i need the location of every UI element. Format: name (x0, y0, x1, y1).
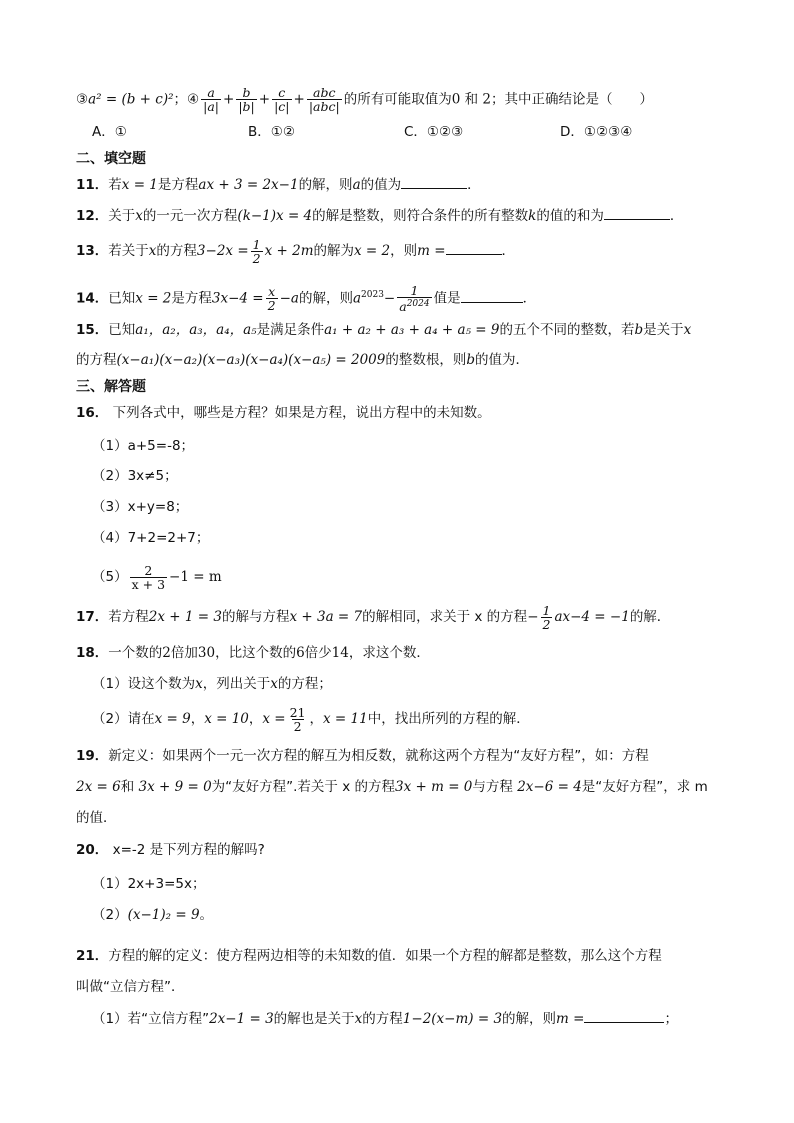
exponent: 2023 (361, 290, 384, 300)
plus: + (293, 91, 305, 108)
text: ，求这个数． (348, 645, 430, 661)
text: 已知 (108, 322, 136, 338)
text: 若关于 (108, 243, 149, 259)
q-number: 18． (76, 645, 109, 661)
option-a[interactable]: A．① (92, 124, 127, 140)
fraction-21-over-2 (288, 706, 308, 733)
text: 方程的解的定义：使方程两边相等的未知数的值．如果一个方程的解都是整数，那么这个方程 (108, 948, 662, 964)
text: ． (467, 177, 481, 193)
math: 3x + 9 = 0 (138, 779, 212, 795)
q-number: 11． (76, 177, 109, 193)
text: 的解相同，求关于 x 的方程 (362, 609, 528, 625)
math: b (634, 322, 644, 338)
text: 的整数根，则 (385, 352, 467, 368)
math: a₁ + a₂ + a₃ + a₄ + a₅ = 9 (324, 322, 500, 338)
text: 倍加 (170, 645, 198, 661)
math: −1 = m (169, 569, 222, 585)
question-21-line-2: 叫做“立信方程”． (76, 979, 185, 995)
math: −a (279, 290, 299, 307)
section-3-title: 三、解答题 (76, 379, 146, 395)
math: x = 1 (121, 177, 158, 193)
frac-den: 2 (252, 250, 261, 266)
label: （2） (92, 907, 128, 923)
text: 是关于 (643, 322, 684, 338)
text: 中，找出所列的方程的解． (367, 711, 530, 727)
frac-den: |b| (238, 99, 255, 114)
minus: − (527, 609, 539, 625)
text: （1）若“立信方程” (92, 1011, 210, 1027)
frac-den: |abc| (308, 99, 340, 114)
answer-blank[interactable] (461, 288, 523, 303)
plus: + (223, 91, 235, 108)
math: x + 2m (264, 243, 314, 259)
text: 的方程 (76, 352, 117, 368)
text: 的方程 (362, 1011, 403, 1027)
text: x=-2 是下列方程的解吗? (112, 842, 265, 858)
text: 的五个不同的整数，若 (499, 322, 635, 338)
answer-blank[interactable] (604, 205, 670, 220)
math: x (148, 243, 157, 259)
question-15-line-2 (76, 350, 529, 370)
text: （2）请在 (92, 711, 155, 727)
text: 是满足条件 (256, 322, 325, 338)
option-c[interactable]: C．①②③ (404, 124, 464, 140)
text: 的解与方程 (221, 609, 290, 625)
math: 2x−6 = 4 (517, 779, 582, 795)
math: x = 10 (204, 711, 249, 727)
math: ax−4 = −1 (554, 609, 630, 625)
question-20 (76, 840, 265, 860)
question-11 (76, 174, 481, 195)
fraction-abc (307, 86, 342, 113)
text: 的一元一次方程 (142, 208, 238, 224)
fraction-c (272, 86, 291, 113)
math: m = (556, 1011, 585, 1027)
question-19-line-3: 的值． (76, 810, 117, 826)
frac-num: c (278, 85, 286, 100)
question-19-line-1 (76, 746, 649, 766)
text: 下列各式中，哪些是方程？如果是方程，说出方程中的未知数。 (112, 405, 491, 421)
math: a (352, 177, 361, 193)
question-14 (76, 280, 536, 314)
fraction-reciprocal (397, 284, 431, 313)
den-base: a (399, 299, 407, 315)
question-15-line-1 (76, 320, 691, 340)
frac-num: b (242, 85, 251, 100)
math: 2x + 1 = 3 (148, 609, 222, 625)
fraction-x-half (266, 285, 278, 312)
text: ，列出关于 (202, 676, 271, 692)
separator: ； (173, 91, 188, 108)
math: ax + 3 = 2x−1 (198, 177, 299, 193)
value-0: 0 (451, 91, 461, 108)
q-number: 20． (76, 842, 109, 858)
math: a₁，a₂，a₃，a₄，a₅ (135, 322, 257, 338)
text: 与方程 (472, 779, 513, 795)
section-2-title: 二、填空题 (76, 151, 146, 167)
number: 14 (331, 645, 349, 661)
text: 若方程 (108, 609, 149, 625)
q-number: 13． (76, 243, 109, 259)
text: ，则 (390, 243, 418, 259)
frac-num: abc (313, 85, 336, 100)
q16-item-2: （2）3x≠5； (92, 468, 178, 484)
math: (k−1)x = 4 (237, 208, 313, 224)
q-number: 19． (76, 748, 109, 764)
math: 2x−1 = 3 (209, 1011, 274, 1027)
statement-3-expr: a² = (b + c)² (88, 91, 174, 108)
frac-den: 2 (542, 616, 551, 632)
number: 30 (197, 645, 216, 661)
text: 。 (199, 907, 214, 923)
math: 1−2(x−m) = 3 (402, 1011, 503, 1027)
number: 6 (296, 645, 305, 661)
text: 已知 (108, 290, 136, 307)
text: 的方程； (277, 676, 332, 692)
answer-blank[interactable] (584, 1008, 664, 1023)
question-19-line-2 (76, 777, 708, 797)
text: 的解，则 (298, 290, 353, 307)
frac-num: 1 (410, 282, 419, 298)
math: (x−a₁)(x−a₂)(x−a₃)(x−a₄)(x−a₅) = 2009 (116, 352, 386, 368)
q18-part-1 (92, 674, 332, 694)
text: 是“友好方程”，求 m (581, 779, 708, 795)
text: 的解，则 (502, 1011, 557, 1027)
den-exponent: 2024 (406, 298, 430, 309)
math: x (683, 322, 692, 338)
q10-statement (76, 86, 653, 113)
math: x = 11 (323, 711, 368, 727)
q20-item-2 (92, 905, 213, 925)
math: x = 2 (354, 243, 391, 259)
frac-num: 1 (252, 236, 261, 252)
text: 新定义：如果两个一元一次方程的解互为相反数，就称这两个方程为“友好方程”，如：方程 (108, 748, 649, 764)
frac-den: |c| (274, 99, 290, 114)
q16-item-5 (92, 562, 222, 592)
q21-part-1 (92, 1008, 678, 1029)
question-16 (76, 403, 491, 423)
q16-item-1: （1）a+5=-8； (92, 438, 195, 454)
frac-den: 2 (293, 718, 302, 734)
q-number: 16． (76, 405, 109, 421)
math: b (466, 352, 476, 368)
question-13 (76, 236, 515, 266)
q-number: 21． (76, 948, 109, 964)
frac-num: x (268, 284, 276, 299)
question-12 (76, 205, 683, 226)
q20-item-1: （1）2x+3=5x； (92, 876, 206, 892)
text: 的解也是关于 (273, 1011, 355, 1027)
fraction-2-over-x3 (130, 564, 167, 591)
text: 的值为． (475, 352, 530, 368)
plus: + (258, 91, 271, 108)
option-b[interactable]: B．①② (248, 124, 295, 140)
label: （5） (92, 569, 128, 585)
q10-text-2: ；其中正确结论是（ ） (491, 91, 653, 108)
math: x (354, 1011, 363, 1027)
text: ， (309, 711, 324, 727)
text: ． (669, 208, 684, 224)
text: 为“友好方程”.若关于 x 的方程 (211, 779, 396, 795)
q18-part-2 (92, 704, 530, 734)
math: 3x−4 = (211, 290, 264, 307)
math: (x−1)₂ = 9 (127, 907, 200, 923)
fraction-a (201, 86, 221, 113)
text: 是方程 (171, 290, 212, 307)
math: x = (262, 711, 286, 727)
text: ． (501, 243, 516, 259)
math: x (135, 208, 143, 224)
math: x + 3a = 7 (289, 609, 363, 625)
frac-den: 2 (267, 298, 276, 313)
q-number: 17． (76, 609, 109, 625)
math: x (195, 676, 203, 692)
question-21-line-1 (76, 946, 662, 966)
text: ． (522, 290, 537, 307)
frac-num: 21 (289, 704, 306, 720)
frac-den: |a| (203, 99, 220, 114)
frac-num: 1 (542, 602, 551, 618)
text: 关于 (108, 208, 136, 224)
circled-4: ④ (187, 91, 200, 108)
text: 的解，则 (298, 177, 353, 193)
frac-num: a (207, 85, 215, 100)
math: 3−2x = (196, 243, 249, 259)
text: 值是 (433, 290, 461, 307)
q16-item-3: （3）x+y=8； (92, 499, 189, 515)
text: 的值为 (360, 177, 402, 193)
question-17 (76, 602, 670, 632)
math: m = (417, 243, 446, 259)
fraction-half (251, 238, 263, 265)
q-number: 14． (76, 290, 109, 307)
number: 2 (162, 645, 171, 661)
q-number: 12． (76, 208, 109, 224)
and-text: 和 (464, 91, 479, 108)
text: 的值的和为 (536, 208, 604, 224)
circled-3: ③ (76, 91, 89, 108)
math: 2x = 6 (76, 779, 121, 795)
math: x = 2 (135, 290, 172, 307)
text: 和 (120, 779, 135, 795)
value-2: 2 (482, 91, 491, 108)
math: k (528, 208, 537, 224)
text: ， (248, 711, 263, 727)
frac-den (397, 297, 431, 313)
fraction-half (541, 604, 553, 631)
text: 倍少 (304, 645, 332, 661)
text: 是方程 (157, 177, 199, 193)
text: 的解． (629, 609, 671, 625)
option-d[interactable]: D．①②③④ (560, 124, 633, 140)
text: 一个数的 (108, 645, 163, 661)
text: 若 (108, 177, 122, 193)
text: （1）设这个数为 (92, 676, 196, 692)
question-18 (76, 643, 430, 663)
text: ， (190, 711, 205, 727)
fraction-b (236, 86, 256, 113)
answer-blank[interactable] (401, 174, 467, 189)
frac-num: 2 (144, 562, 153, 578)
q16-item-4: （4）7+2=2+7； (92, 530, 210, 546)
math: a (352, 290, 362, 307)
math: 3x + m = 0 (395, 779, 473, 795)
text: 的解是整数，则符合条件的所有整数 (312, 208, 529, 224)
minus: − (383, 290, 396, 307)
text: 的方程 (156, 243, 197, 259)
text: ； (664, 1011, 678, 1027)
q-number: 15． (76, 322, 109, 338)
text: 的解为 (313, 243, 354, 259)
frac-den: x + 3 (131, 576, 166, 592)
math: x (270, 676, 278, 692)
answer-blank[interactable] (446, 240, 502, 255)
math: x = 9 (154, 711, 191, 727)
text: ，比这个数的 (215, 645, 297, 661)
q10-text: 的所有可能取值为 (343, 91, 452, 108)
